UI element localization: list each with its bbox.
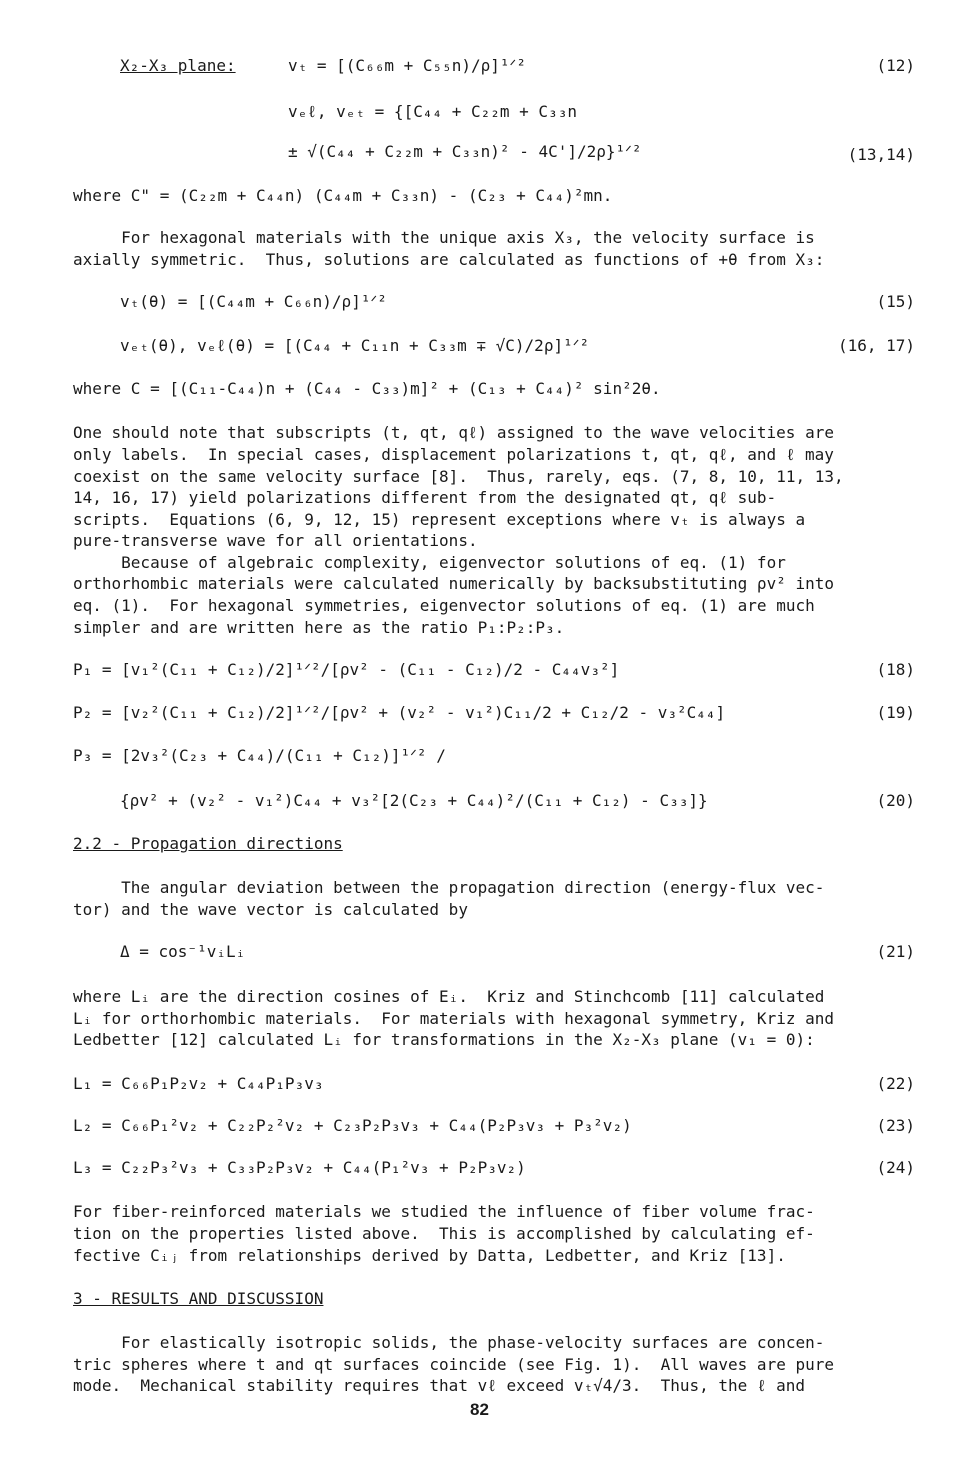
- paragraph-line: 14, 16, 17) yield polarizations different from the designated qt, qℓ sub-: [73, 488, 777, 507]
- paragraph-line: axially symmetric. Thus, solutions are calculated as functions of +θ from X₃:: [73, 250, 825, 269]
- equation-13-line-2: ± √(C₄₄ + C₂₂m + C₃₃n)² - 4C']/2ρ}¹ᐟ²: [288, 142, 642, 161]
- paragraph-line: tor) and the wave vector is calculated by: [73, 900, 468, 919]
- equation-number-19: (19): [876, 703, 915, 722]
- equation-number-24: (24): [876, 1158, 915, 1177]
- paragraph-line: only labels. In special cases, displacement polarizations t, qt, qℓ, and ℓ may: [73, 445, 834, 464]
- paragraph-line: coexist on the same velocity surface [8]. Thus, rarely, eqs. (7, 8, 10, 11, 13,: [73, 467, 844, 486]
- paragraph-line: orthorhombic materials were calculated numerically by backsubstituting ρv² into: [73, 574, 834, 593]
- equation-15: vₜ(θ) = [(C₄₄m + C₆₆n)/ρ]¹ᐟ²: [120, 292, 387, 311]
- equation-21: Δ = cos⁻¹vᵢLᵢ: [120, 942, 246, 961]
- paragraph-line: One should note that subscripts (t, qt, qℓ) assigned to the wave velocities are: [73, 423, 834, 442]
- equation-12: vₜ = [(C₆₆m + C₅₅n)/ρ]¹ᐟ²: [288, 56, 526, 75]
- equation-number-18: (18): [876, 660, 915, 679]
- equation-19: P₂ = [v₂²(C₁₁ + C₁₂)/2]¹ᐟ²/[ρv² + (v₂² - v₁²)C₁₁/2 + C₁₂/2 - v₃²C₄₄]: [73, 703, 726, 722]
- equation-number-22: (22): [876, 1074, 915, 1093]
- paragraph-line: scripts. Equations (6, 9, 12, 15) represent exceptions where vₜ is always a: [73, 510, 806, 529]
- page-number: 82: [470, 1400, 489, 1419]
- paragraph-line: tion on the properties listed above. This is accomplished by calculating ef-: [73, 1224, 815, 1243]
- section-heading: 2.2 - Propagation directions: [73, 834, 343, 853]
- plane-label: X₂-X₃ plane:: [120, 56, 236, 75]
- paragraph-line: Ledbetter [12] calculated Lᵢ for transformations in the X₂-X₃ plane (v₁ = 0):: [73, 1030, 815, 1049]
- equation-13-line-1: vₑℓ, vₑₜ = {[C₄₄ + C₂₂m + C₃₃n: [288, 102, 577, 121]
- where-clause-1: where C" = (C₂₂m + C₄₄n) (C₄₄m + C₃₃n) - (C₂₃ + C₄₄)²mn.: [73, 186, 613, 205]
- equation-20-line-1: P₃ = [2v₃²(C₂₃ + C₄₄)/(C₁₁ + C₁₂)]¹ᐟ² /: [73, 746, 446, 765]
- paragraph-line: Lᵢ for orthorhombic materials. For materials with hexagonal symmetry, Kriz and: [73, 1009, 834, 1028]
- paragraph-line: simpler and are written here as the ratio P₁:P₂:P₃.: [73, 618, 565, 637]
- equation-23: L₂ = C₆₆P₁²v₂ + C₂₂P₂²v₂ + C₂₃P₂P₃v₃ + C₄₄(P₂P₃v₃ + P₃²v₂): [73, 1116, 632, 1135]
- equation-number-13: (13,14): [847, 145, 915, 164]
- equation-24: L₃ = C₂₂P₃²v₃ + C₃₃P₂P₃v₂ + C₄₄(P₁²v₃ + P₂P₃v₂): [73, 1158, 526, 1177]
- paragraph-line: fective Cᵢⱼ from relationships derived by Datta, Ledbetter, and Kriz [13].: [73, 1246, 786, 1265]
- equation-number-16: (16, 17): [837, 336, 915, 355]
- paragraph-line: For elastically isotropic solids, the phase-velocity surfaces are concen-: [73, 1333, 825, 1352]
- paragraph-line: The angular deviation between the propagation direction (energy-flux vec-: [73, 878, 825, 897]
- paragraph-line: tric spheres where t and qt surfaces coincide (see Fig. 1). All waves are pure: [73, 1355, 834, 1374]
- equation-number-21: (21): [876, 942, 915, 961]
- paragraph-line: For fiber-reinforced materials we studied the influence of fiber volume frac-: [73, 1202, 815, 1221]
- equation-number-23: (23): [876, 1116, 915, 1135]
- equation-16: vₑₜ(θ), vₑℓ(θ) = [(C₄₄ + C₁₁n + C₃₃m ∓ √C)/2ρ]¹ᐟ²: [120, 336, 590, 355]
- paragraph-line: eq. (1). For hexagonal symmetries, eigenvector solutions of eq. (1) are much: [73, 596, 815, 615]
- equation-18: P₁ = [v₁²(C₁₁ + C₁₂)/2]¹ᐟ²/[ρv² - (C₁₁ - C₁₂)/2 - C₄₄v₃²]: [73, 660, 620, 679]
- where-clause-2: where C = [(C₁₁-C₄₄)n + (C₄₄ - C₃₃)m]² + (C₁₃ + C₄₄)² sin²2θ.: [73, 379, 661, 398]
- section-heading: 3 - RESULTS AND DISCUSSION: [73, 1289, 324, 1308]
- paragraph-line: Because of algebraic complexity, eigenvector solutions of eq. (1) for: [73, 553, 786, 572]
- equation-number-12: (12): [876, 56, 915, 75]
- paragraph-line: For hexagonal materials with the unique axis X₃, the velocity surface is: [73, 228, 815, 247]
- equation-20-line-2: {ρv² + (v₂² - v₁²)C₄₄ + v₃²[2(C₂₃ + C₄₄)²/(C₁₁ + C₁₂) - C₃₃]}: [120, 791, 708, 810]
- equation-number-20: (20): [876, 791, 915, 810]
- paragraph-line: mode. Mechanical stability requires that vℓ exceed vₜ√4/3. Thus, the ℓ and: [73, 1376, 806, 1395]
- paragraph-line: pure-transverse wave for all orientations.: [73, 531, 478, 550]
- equation-22: L₁ = C₆₆P₁P₂v₂ + C₄₄P₁P₃v₃: [73, 1074, 324, 1093]
- equation-number-15: (15): [876, 292, 915, 311]
- paragraph-line: where Lᵢ are the direction cosines of Eᵢ. Kriz and Stinchcomb [11] calculated: [73, 987, 825, 1006]
